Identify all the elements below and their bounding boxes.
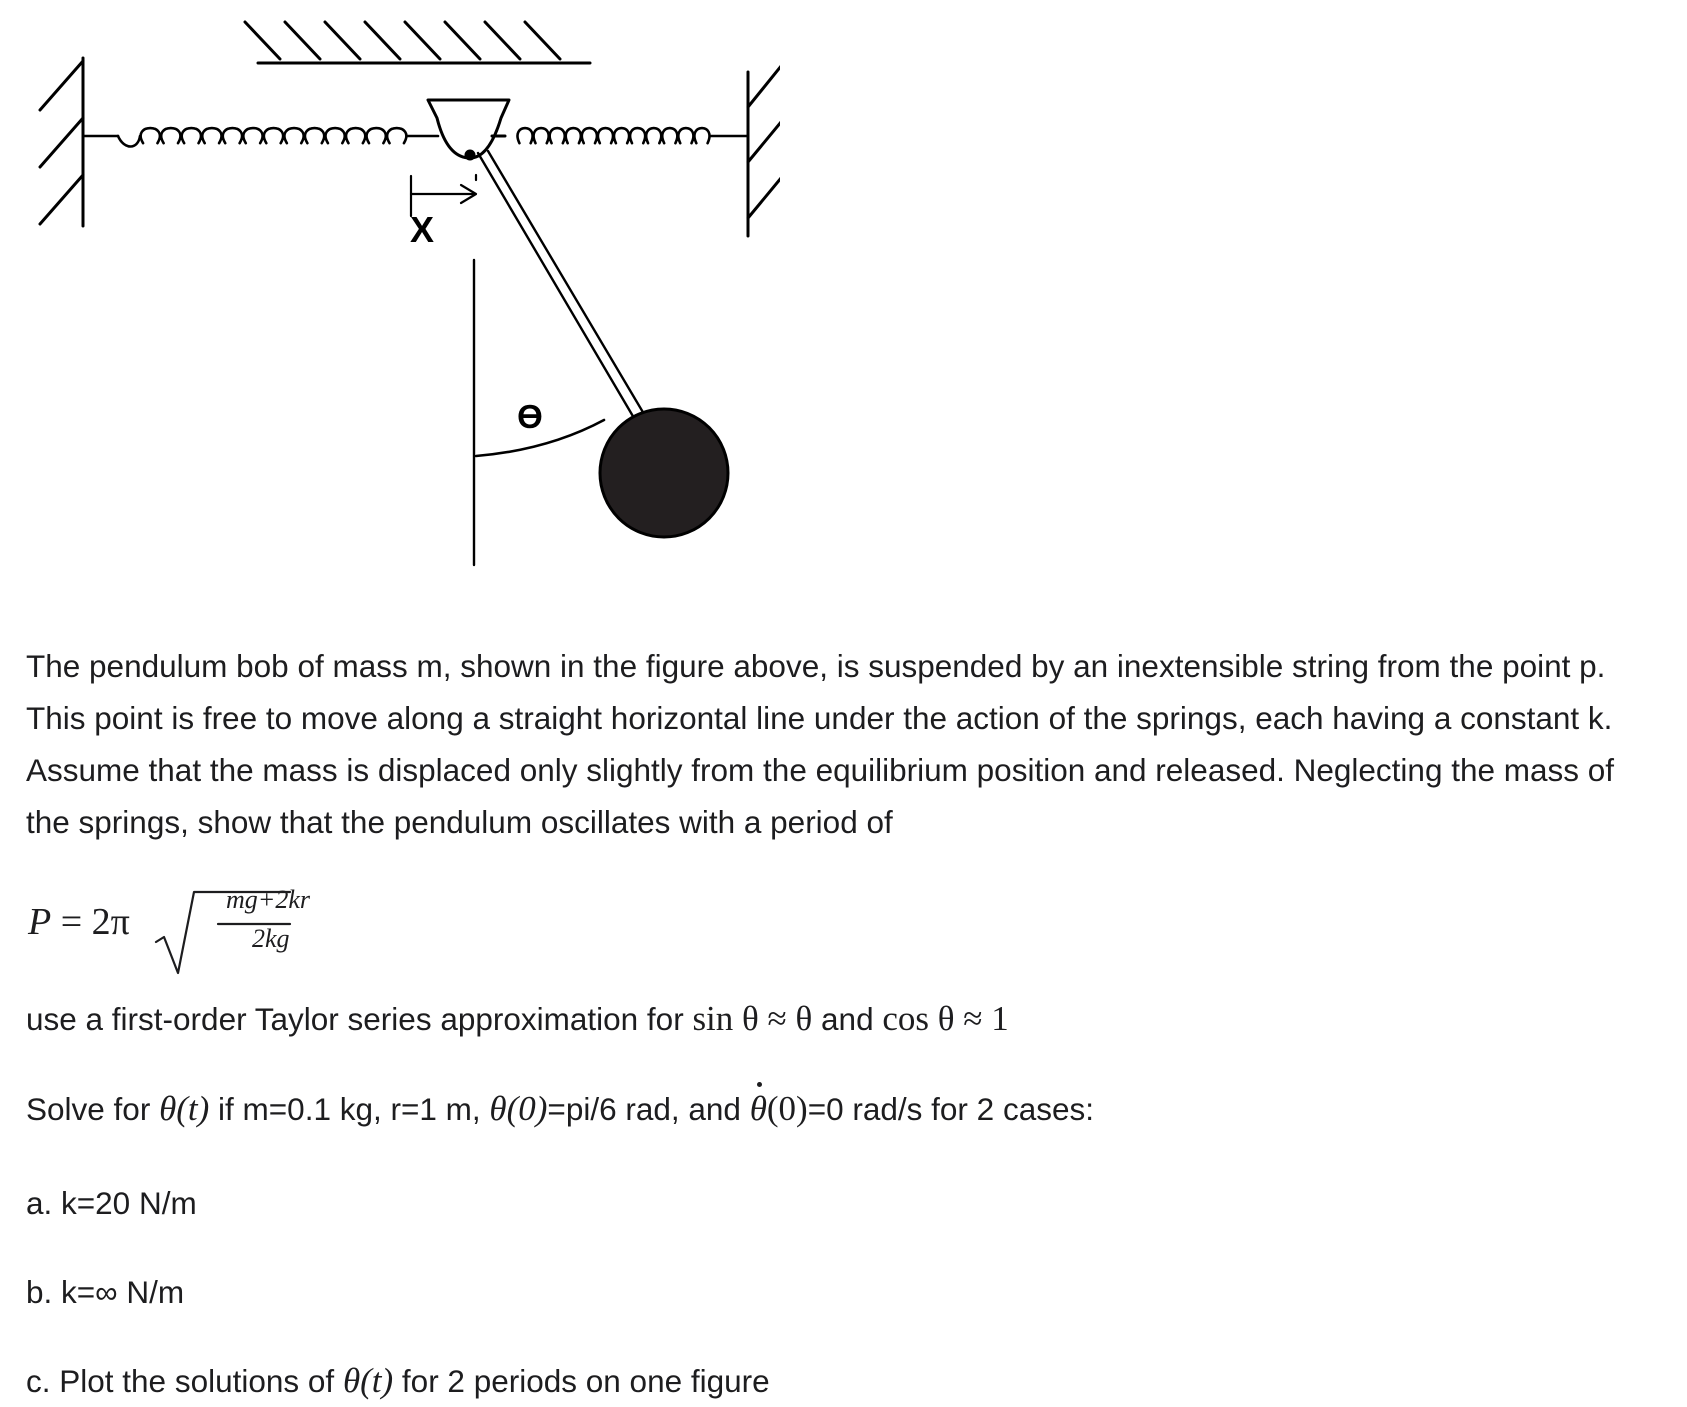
theta-of-t: θ(t) (159, 1089, 210, 1128)
theta-dot-argument: (0) (766, 1089, 808, 1128)
taylor-instruction (26, 993, 1666, 1045)
cos-approximation: cos θ ≈ 1 (882, 999, 1009, 1038)
formula-numerator: mg+2kr (226, 885, 310, 914)
case-c-prefix: c. Plot the solutions of (26, 1363, 343, 1399)
pivot-carriage (428, 100, 509, 159)
theta-initial: θ(0) (489, 1089, 548, 1128)
taylor-prefix: use a first-order Taylor series approximation for (26, 1001, 693, 1037)
theta-dot-value: =0 rad/s for 2 cases: (807, 1091, 1094, 1127)
angle-label: ϴ (517, 398, 543, 435)
solve-instruction (26, 1083, 1666, 1135)
pendulum-rod (478, 151, 644, 418)
left-spring (83, 128, 438, 146)
right-spring (518, 128, 748, 143)
displacement-label: X (409, 209, 435, 250)
solve-prefix: Solve for (26, 1091, 160, 1127)
ceiling-support (245, 22, 590, 63)
problem-intro: The pendulum bob of mass m, shown in the figure above, is suspended by an inextensible string from the point p. This point is free to move along a straight horizontal line under the action of the springs, each having a constant k. Assume that the mass is displaced only slightly from the equilibrium position and released. Neglecting the mass of the springs, show that the pendulum oscillates with a period of (26, 648, 1615, 840)
formula-denominator: 2kg (252, 924, 290, 953)
case-a: a. k=20 N/m (26, 1185, 197, 1221)
case-c (26, 1355, 1666, 1407)
formula-period-variable: P (28, 901, 52, 943)
case-c-suffix: for 2 periods on one figure (393, 1363, 770, 1399)
left-wall (40, 58, 83, 226)
formula-equals-two-pi: = 2π (51, 901, 130, 943)
solve-params: if m=0.1 kg, r=1 m, (209, 1091, 490, 1127)
taylor-and: and (812, 1001, 883, 1037)
case-c-theta-of-t: θ(t) (342, 1361, 394, 1400)
right-wall (748, 60, 780, 236)
pendulum-bob (600, 409, 728, 537)
period-formula (28, 880, 328, 980)
sin-approximation: sin θ ≈ θ (692, 999, 813, 1038)
pendulum-spring-figure (0, 0, 780, 580)
case-b: b. k=∞ N/m (26, 1274, 185, 1310)
theta-initial-value: =pi/6 rad, and (547, 1091, 750, 1127)
theta-dot-symbol: θ (750, 1083, 767, 1135)
